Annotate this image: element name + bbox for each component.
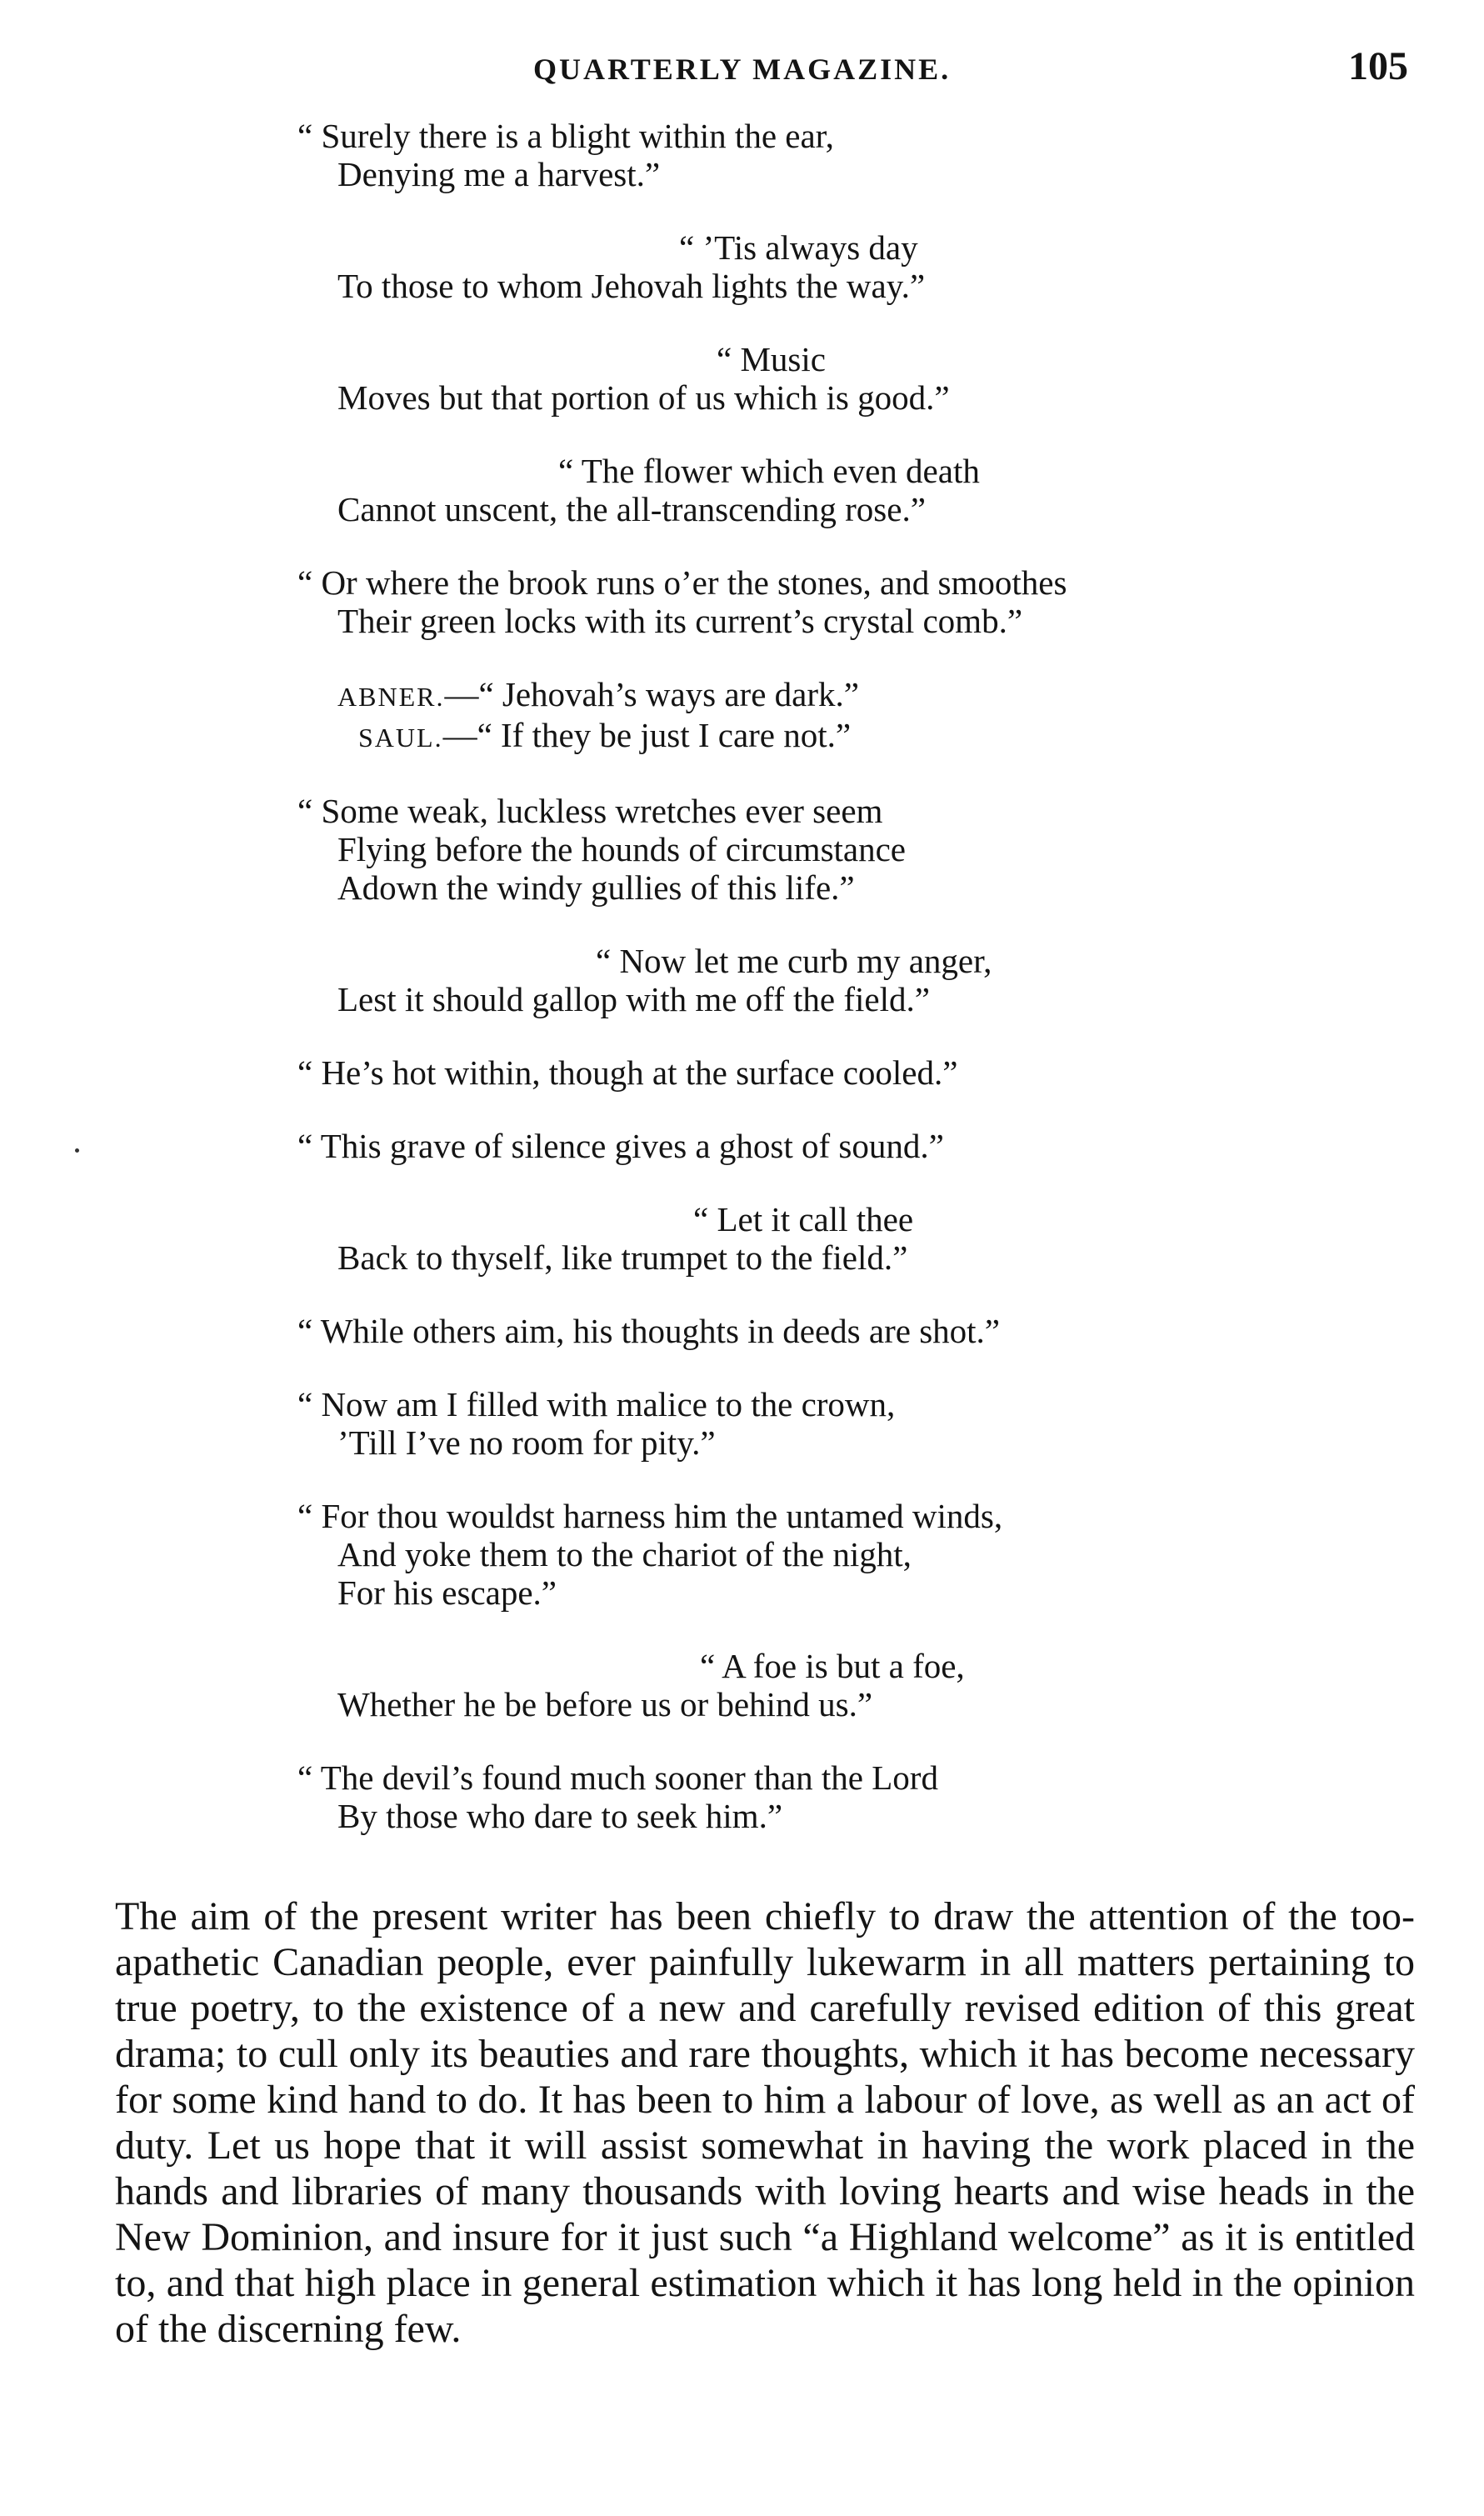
quote-line: Lest it should gallop with me off the field.”	[337, 980, 930, 1018]
quotation	[0, 228, 1484, 305]
quote-line: “ For thou wouldst harness him the untamed winds,	[297, 1497, 1003, 1535]
quote-line: “ Surely there is a blight within the ear,	[297, 117, 834, 155]
dialogue-text: —“ If they be just I care not.”	[442, 716, 852, 754]
quotation	[0, 792, 1484, 907]
running-title: QUARTERLY MAGAZINE.	[533, 53, 952, 86]
print-speck	[75, 1148, 79, 1153]
quotation	[0, 1647, 1484, 1723]
quote-line: Denying me a harvest.”	[337, 155, 661, 193]
quote-line: And yoke them to the chariot of the night,	[337, 1535, 912, 1573]
quote-line: Whether he be before us or behind us.”	[337, 1685, 873, 1723]
quotation	[0, 452, 1484, 528]
quote-line: Their green locks with its current’s crystal comb.”	[337, 602, 1023, 640]
closing-paragraph: The aim of the present writer has been chiefly to draw the attention of the too-apathetic Canadian people, ever painfully lukewarm in all matters pertaining to true poetry, to the existence of a new and carefully revised edition of this great drama; to cull only its beauties and rare thoughts, which it has become necessary for some kind hand to do. It has been to him a labour of love, as well as an act of duty. Let us hope that it will assist somewhat in having the work placed in the hands and libraries of many thousands with loving hearts and wise heads in the New Dominion, and insure for it just such “a Highland welcome” as it is entitled to, and that high place in general estimation which it has long held in the opinion of the discerning few.	[115, 1894, 1415, 2351]
quotation	[0, 340, 1484, 417]
quote-line: Adown the windy gullies of this life.”	[337, 868, 855, 907]
quote-line: “ Some weak, luckless wretches ever seem	[297, 792, 883, 830]
quote-line: “ Or where the brook runs o’er the stones, and smoothes	[297, 563, 1067, 602]
quotation	[0, 1127, 1484, 1165]
dialogue-line	[0, 675, 1484, 716]
quote-line: “ While others aim, his thoughts in deeds are shot.”	[297, 1312, 1000, 1350]
dialogue-text: —“ Jehovah’s ways are dark.”	[444, 675, 859, 713]
quote-line: Cannot unscent, the all-transcending rose.”	[337, 490, 926, 528]
quote-line: For his escape.”	[337, 1573, 557, 1612]
quotation	[0, 117, 1484, 193]
quotation-list	[0, 117, 1484, 1870]
quote-line: Flying before the hounds of circumstance	[337, 830, 907, 868]
quote-line: “ Now let me curb my anger,	[596, 942, 992, 980]
quotation	[0, 1385, 1484, 1462]
quotation	[0, 1497, 1484, 1612]
quote-line: “ The flower which even death	[558, 452, 980, 490]
quotation	[0, 1200, 1484, 1277]
speaker-name: ABNER.	[337, 682, 445, 712]
quote-line: “ He’s hot within, though at the surface cooled.”	[297, 1053, 958, 1092]
quote-line: “ Music	[717, 340, 826, 378]
quotation	[0, 942, 1484, 1018]
quote-line: ’Till I’ve no room for pity.”	[337, 1423, 716, 1462]
quotation	[0, 1053, 1484, 1092]
quote-line: “ ’Tis always day	[679, 228, 918, 267]
quotation	[0, 1758, 1484, 1835]
quote-line: Back to thyself, like trumpet to the field.”	[337, 1238, 908, 1277]
speaker-name: SAUL.	[358, 723, 443, 753]
quote-line: By those who dare to seek him.”	[337, 1797, 783, 1835]
quotation	[0, 1312, 1484, 1350]
quote-line: To those to whom Jehovah lights the way.”	[337, 267, 926, 305]
closing-text	[115, 1893, 1415, 2352]
quotation	[0, 563, 1484, 640]
running-head	[0, 43, 1484, 93]
page-number: 105	[1348, 44, 1408, 88]
quote-line: “ This grave of silence gives a ghost of sound.”	[297, 1127, 944, 1165]
quote-line: “ Now am I filled with malice to the crown,	[297, 1385, 896, 1423]
quote-line: Moves but that portion of us which is good.”	[337, 378, 950, 417]
dialogue-line	[0, 716, 1484, 757]
dialogue-quotation	[0, 675, 1484, 757]
quote-line: “ Let it call thee	[693, 1200, 914, 1238]
quote-line: “ The devil’s found much sooner than the Lord	[297, 1758, 938, 1797]
quote-line: “ A foe is but a foe,	[700, 1647, 965, 1685]
